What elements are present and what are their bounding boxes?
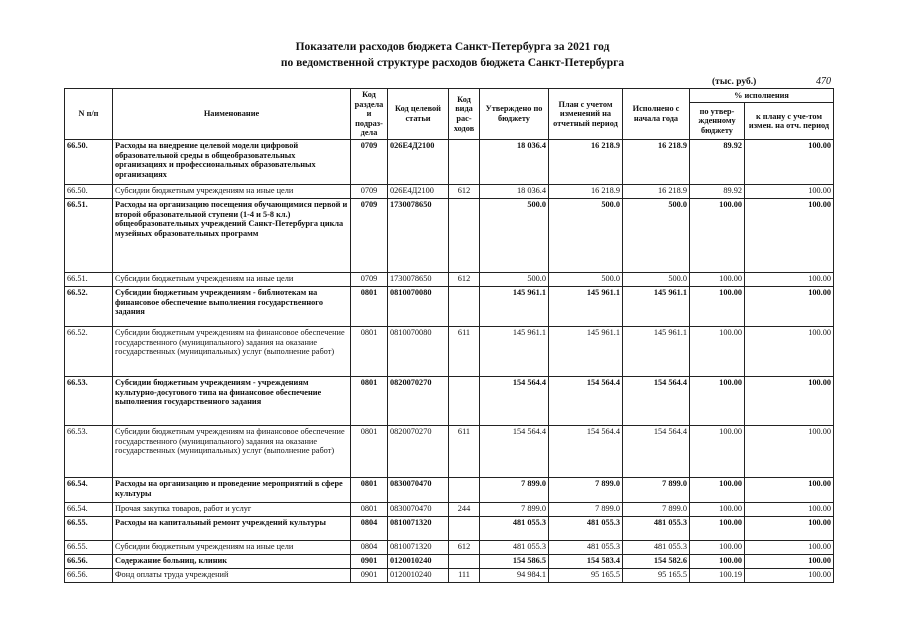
row-article: 0830070470	[388, 477, 449, 502]
row-pct-approved: 100.00	[690, 286, 745, 326]
row-executed: 154 564.4	[623, 376, 690, 425]
row-name: Субсидии бюджетным учреждениям на финансовое обеспечение государственного (муниципального) задания на оказание государственных (муниципальных) услуг (выполнение работ)	[113, 326, 351, 376]
col-header-executed: Исполнено с начала года	[623, 89, 690, 140]
row-type: 612	[449, 540, 480, 554]
row-executed: 154 564.4	[623, 425, 690, 477]
row-pct-plan: 100.00	[745, 376, 834, 425]
row-num: 66.56.	[65, 568, 113, 582]
row-plan: 500.0	[549, 198, 623, 272]
row-type	[449, 477, 480, 502]
row-num: 66.52.	[65, 286, 113, 326]
row-section: 0801	[351, 326, 388, 376]
row-approved: 145 961.1	[480, 326, 549, 376]
row-approved: 18 036.4	[480, 184, 549, 198]
table-row	[65, 184, 834, 198]
row-type: 611	[449, 425, 480, 477]
row-num: 66.50.	[65, 139, 113, 184]
row-section: 0801	[351, 425, 388, 477]
row-section: 0801	[351, 286, 388, 326]
row-pct-approved: 100.00	[690, 540, 745, 554]
row-type	[449, 286, 480, 326]
row-pct-approved: 100.00	[690, 502, 745, 516]
table-body	[65, 139, 834, 582]
row-type: 612	[449, 272, 480, 286]
row-executed: 500.0	[623, 272, 690, 286]
row-article: 0830070470	[388, 502, 449, 516]
row-article: 0120010240	[388, 568, 449, 582]
page-number: 470	[816, 76, 831, 87]
table-row	[65, 568, 834, 582]
row-pct-plan: 100.00	[745, 502, 834, 516]
col-header-article: Код целевой статьи	[388, 89, 449, 140]
row-pct-plan: 100.00	[745, 425, 834, 477]
row-plan: 481 055.3	[549, 540, 623, 554]
col-header-section: Код раздела и подраз-дела	[351, 89, 388, 140]
row-num: 66.51.	[65, 198, 113, 272]
row-article: 026Е4Д2100	[388, 184, 449, 198]
row-pct-approved: 100.00	[690, 477, 745, 502]
row-approved: 154 564.4	[480, 376, 549, 425]
row-article: 0810071320	[388, 516, 449, 540]
row-plan: 145 961.1	[549, 286, 623, 326]
row-num: 66.55.	[65, 540, 113, 554]
row-type: 611	[449, 326, 480, 376]
row-article: 0810071320	[388, 540, 449, 554]
row-num: 66.54.	[65, 477, 113, 502]
row-executed: 145 961.1	[623, 286, 690, 326]
row-article: 1730078650	[388, 272, 449, 286]
table-row	[65, 376, 834, 425]
row-name: Прочая закупка товаров, работ и услуг	[113, 502, 351, 516]
row-type	[449, 554, 480, 568]
row-plan: 145 961.1	[549, 326, 623, 376]
row-name: Субсидии бюджетным учреждениям на иные цели	[113, 184, 351, 198]
row-pct-approved: 100.00	[690, 326, 745, 376]
row-section: 0801	[351, 477, 388, 502]
row-plan: 500.0	[549, 272, 623, 286]
row-plan: 154 564.4	[549, 376, 623, 425]
report-title-line-2: по ведомственной структуре расходов бюджета Санкт-Петербурга	[280, 57, 625, 69]
row-num: 66.55.	[65, 516, 113, 540]
row-num: 66.52.	[65, 326, 113, 376]
row-executed: 154 582.6	[623, 554, 690, 568]
row-pct-plan: 100.00	[745, 198, 834, 272]
row-pct-approved: 100.00	[690, 272, 745, 286]
row-article: 0810070080	[388, 286, 449, 326]
table-row	[65, 272, 834, 286]
row-approved: 18 036.4	[480, 139, 549, 184]
col-header-plan: План с учетом изменений на отчетный период	[549, 89, 623, 140]
row-executed: 500.0	[623, 198, 690, 272]
row-type	[449, 376, 480, 425]
row-name: Расходы на организацию посещения обучающимися первой и второй образовательной ступени (1-4 и 5-8 кл.) общеобразовательных учреждений Санкт-Петербурга цикла музейных образовательных программ	[113, 198, 351, 272]
table-row	[65, 540, 834, 554]
row-type: 244	[449, 502, 480, 516]
row-pct-approved: 89.92	[690, 139, 745, 184]
row-article: 0120010240	[388, 554, 449, 568]
row-pct-approved: 100.19	[690, 568, 745, 582]
row-executed: 7 899.0	[623, 477, 690, 502]
table-header	[65, 89, 834, 140]
col-header-name: Наименование	[113, 89, 351, 140]
row-article: 0810070080	[388, 326, 449, 376]
row-name: Субсидии бюджетным учреждениям - учреждениям культурно-досугового типа на финансовое обеспечение выполнения государственного задания	[113, 376, 351, 425]
row-pct-approved: 100.00	[690, 516, 745, 540]
col-header-pct-approved: по утвер-жденному бюджету	[690, 103, 745, 140]
row-article: 026Е4Д2100	[388, 139, 449, 184]
row-plan: 95 165.5	[549, 568, 623, 582]
row-type: 111	[449, 568, 480, 582]
row-executed: 481 055.3	[623, 540, 690, 554]
row-pct-plan: 100.00	[745, 139, 834, 184]
table-row	[65, 326, 834, 376]
row-plan: 481 055.3	[549, 516, 623, 540]
row-num: 66.54.	[65, 502, 113, 516]
row-name: Содержание больниц, клиник	[113, 554, 351, 568]
row-pct-approved: 100.00	[690, 198, 745, 272]
row-num: 66.50.	[65, 184, 113, 198]
row-pct-plan: 100.00	[745, 286, 834, 326]
expenditure-table	[64, 88, 834, 583]
row-name: Субсидии бюджетным учреждениям - библиотекам на финансовое обеспечение выполнения государственного задания	[113, 286, 351, 326]
row-type	[449, 516, 480, 540]
report-title-line-1: Показатели расходов бюджета Санкт-Петербурга за 2021 год	[295, 41, 610, 53]
row-pct-approved: 89.92	[690, 184, 745, 198]
row-plan: 154 564.4	[549, 425, 623, 477]
row-type	[449, 139, 480, 184]
row-article: 0820070270	[388, 425, 449, 477]
row-type: 612	[449, 184, 480, 198]
table-row	[65, 286, 834, 326]
row-approved: 7 899.0	[480, 502, 549, 516]
row-approved: 500.0	[480, 198, 549, 272]
row-approved: 154 564.4	[480, 425, 549, 477]
table-row	[65, 516, 834, 540]
row-section: 0804	[351, 540, 388, 554]
row-executed: 481 055.3	[623, 516, 690, 540]
col-header-type: Код вида рас-ходов	[449, 89, 480, 140]
table-row	[65, 477, 834, 502]
row-plan: 7 899.0	[549, 477, 623, 502]
row-pct-approved: 100.00	[690, 554, 745, 568]
col-header-pct-group: % исполнения	[690, 89, 834, 103]
row-section: 0801	[351, 376, 388, 425]
row-type	[449, 198, 480, 272]
row-approved: 481 055.3	[480, 516, 549, 540]
row-executed: 145 961.1	[623, 326, 690, 376]
row-section: 0709	[351, 198, 388, 272]
row-executed: 7 899.0	[623, 502, 690, 516]
row-executed: 16 218.9	[623, 184, 690, 198]
row-executed: 16 218.9	[623, 139, 690, 184]
table-row	[65, 554, 834, 568]
row-pct-plan: 100.00	[745, 272, 834, 286]
table-row	[65, 425, 834, 477]
row-name: Субсидии бюджетным учреждениям на финансовое обеспечение государственного (муниципального) задания на оказание государственных (муниципальных) услуг (выполнение работ)	[113, 425, 351, 477]
row-plan: 154 583.4	[549, 554, 623, 568]
row-name: Расходы на организацию и проведение мероприятий в сфере культуры	[113, 477, 351, 502]
row-num: 66.53.	[65, 376, 113, 425]
row-executed: 95 165.5	[623, 568, 690, 582]
row-approved: 94 984.1	[480, 568, 549, 582]
row-section: 0709	[351, 139, 388, 184]
table-row	[65, 139, 834, 184]
row-name: Расходы на капитальный ремонт учреждений культуры	[113, 516, 351, 540]
row-article: 1730078650	[388, 198, 449, 272]
row-name: Фонд оплаты труда учреждений	[113, 568, 351, 582]
row-pct-plan: 100.00	[745, 477, 834, 502]
row-pct-approved: 100.00	[690, 425, 745, 477]
col-header-approved: Утверждено по бюджету	[480, 89, 549, 140]
row-pct-plan: 100.00	[745, 554, 834, 568]
row-pct-plan: 100.00	[745, 184, 834, 198]
row-num: 66.56.	[65, 554, 113, 568]
row-section: 0901	[351, 568, 388, 582]
col-header-pct-plan: к плану с уче-том измен. на отч. период	[745, 103, 834, 140]
units-label: (тыс. руб.)	[712, 77, 757, 87]
table-row	[65, 502, 834, 516]
row-plan: 16 218.9	[549, 139, 623, 184]
row-num: 66.51.	[65, 272, 113, 286]
row-plan: 16 218.9	[549, 184, 623, 198]
row-section: 0901	[351, 554, 388, 568]
row-num: 66.53.	[65, 425, 113, 477]
row-pct-plan: 100.00	[745, 516, 834, 540]
row-section: 0709	[351, 184, 388, 198]
row-section: 0804	[351, 516, 388, 540]
row-pct-plan: 100.00	[745, 540, 834, 554]
row-approved: 500.0	[480, 272, 549, 286]
col-header-num: N п/п	[65, 89, 113, 140]
row-approved: 154 586.5	[480, 554, 549, 568]
row-approved: 481 055.3	[480, 540, 549, 554]
row-pct-plan: 100.00	[745, 568, 834, 582]
row-name: Субсидии бюджетным учреждениям на иные цели	[113, 272, 351, 286]
row-pct-plan: 100.00	[745, 326, 834, 376]
table-row	[65, 198, 834, 272]
row-approved: 145 961.1	[480, 286, 549, 326]
row-section: 0801	[351, 502, 388, 516]
row-article: 0820070270	[388, 376, 449, 425]
row-plan: 7 899.0	[549, 502, 623, 516]
row-section: 0709	[351, 272, 388, 286]
row-name: Расходы на внедрение целевой модели цифровой образовательной среды в общеобразовательных организациях и профессиональных образовательных организациях	[113, 139, 351, 184]
row-approved: 7 899.0	[480, 477, 549, 502]
row-name: Субсидии бюджетным учреждениям на иные цели	[113, 540, 351, 554]
row-pct-approved: 100.00	[690, 376, 745, 425]
